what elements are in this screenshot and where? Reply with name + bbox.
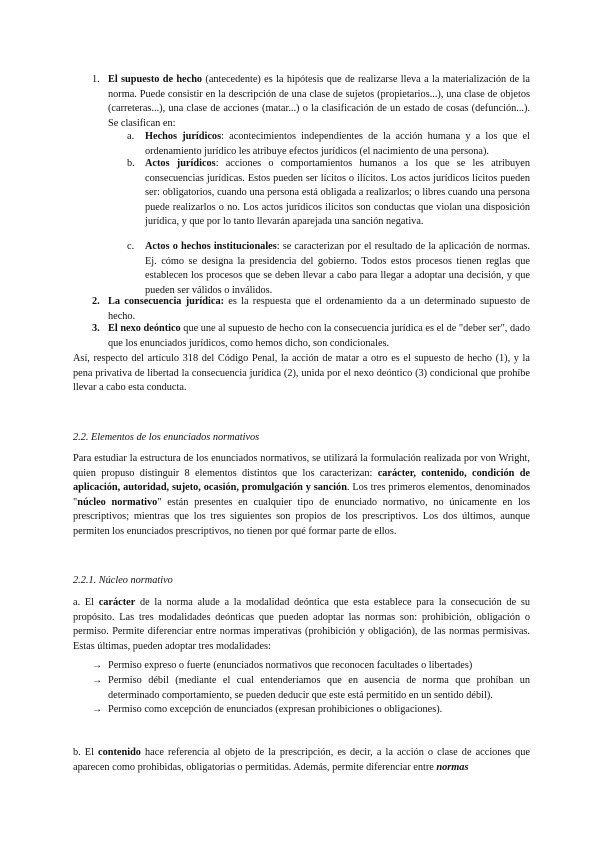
list-number-2: 2. [92, 296, 100, 307]
list-item-supuesto-de-hecho: El supuesto de hecho (antecedente) es la hipótesis que de realizarse lleva a la materialización de la norma. Puede consistir en la descripción de una clase de sujetos (propietarios...), una clase de objetos (carreteras...), una clase de acciones (matar...) o la clasificación de un estado de cosas (defunción...). Se clasifican en: [108, 74, 530, 129]
term-hechos-juridicos: Hechos jurídicos [145, 131, 222, 142]
list-number-1: 1. [92, 74, 100, 85]
list-number-3: 3. [92, 323, 100, 334]
term-nexo-deontico: El nexo deóntico [108, 323, 181, 334]
sublist-letter-b: b. [127, 158, 135, 169]
sublist-item-hechos-juridicos: Hechos jurídicos: acontecimientos independientes de la acción humana y a los que el ordenamiento jurídico les atribuye efectos jurídicos (el nacimiento de una persona). [145, 131, 530, 157]
sublist-letter-c: c. [127, 241, 135, 252]
paragraph-articulo-318: Así, respecto del artículo 318 del Código Penal, la acción de matar a otro es el supuesto de hecho (1), y la pena privativa de libertad la consecuencia jurídica (2), unida por el nexo deóntico (3) condicional que prohíbe llevar a cabo esta conducta. [73, 353, 530, 394]
term-actos-institucionales: Actos o hechos institucionales [145, 241, 277, 252]
paragraph-contenido: b. El contenido hace referencia al objeto de la prescripción, es decir, a la acción o clase de acciones que aparecen como prohibidas, obligatorias o permitidas. Además, permite diferenciar entre normas [73, 747, 530, 773]
list-item-consecuencia-juridica: La consecuencia jurídica: es la respuesta que el ordenamiento da a un determinado supuesto de hecho. [108, 296, 530, 322]
arrow-icon: → [92, 660, 103, 671]
arrow-item-permiso-excepcion: Permiso como excepción de enunciados (expresan prohibiciones o obligaciones). [108, 704, 443, 715]
term-actos-juridicos: Actos jurídicos [145, 158, 216, 169]
arrow-icon: → [92, 704, 103, 715]
sublist-letter-a: a. [127, 131, 135, 142]
sublist-item-actos-juridicos: Actos jurídicos: acciones o comportamientos humanos a los que se les atribuyen consecuencias jurídicas. Estos pueden ser lícitos o ilícitos. Los actos jurídicos lícitos pueden ser: obligatorios, cuando una persona está obligada a realizarlos; o libres cuando una persona puede realizarlos o no. Los actos jurídicos ilícitos son conductas que violan una disposición jurídica, y que por lo tanto llevarán aparejada una sanción negativa. [145, 158, 530, 228]
term-normas: normas [436, 761, 469, 773]
term-supuesto-de-hecho: El supuesto de hecho [108, 74, 203, 85]
term-nucleo-normativo: núcleo normativo [77, 496, 158, 508]
arrow-icon: → [92, 675, 103, 686]
sublist-item-actos-institucionales: Actos o hechos institucionales: se caracterizan por el resultado de la aplicación de normas. Ej. cómo se designa la presidencia del gobierno. Todos estos procesos tienen reglas que establecen los procesos que se deben llevar a cabo para llegar a adoptar una decisión, y que pueden ser válidos o inválidos. [145, 241, 530, 296]
arrow-item-permiso-debil: Permiso débil (mediante el cual entenderíamos que en ausencia de norma que prohíban un determinado comportamiento, se pueden deducir que este está permitido en un sentido débil). [108, 675, 530, 701]
list-item-nexo-deontico: El nexo deóntico que une al supuesto de hecho con la consecuencia jurídica es el de "deber ser", dado que los enunciados jurídicos, como hemos dicho, son condicionales. [108, 323, 530, 349]
paragraph-caracter: a. El carácter de la norma alude a la modalidad deóntica que esta establece para la consecución de su propósito. Las tres modalidades deónticas que pueden adoptar las normas son: prohibición, obligación o permiso. Permite diferenciar entre normas imperativas (prohibición y obligación), de las normas permisivas. Estas últimas, pueden adoptar tres modalidades: [73, 597, 530, 652]
section-heading-2-2: 2.2. Elementos de los enunciados normativos [73, 432, 260, 443]
paragraph-elementos: Para estudiar la estructura de los enunciados normativos, se utilizará la formulación realizada por von Wright, quien propuso distinguir 8 elementos distintos que los caracterizan: carácter, contenido, condición de aplicación, autoridad, sujeto, ocasión, promulgación y sanción. Los tres primeros elementos, denominados "núcleo normativo" están presentes en cualquier tipo de enunciado normativo, no únicamente en los prescriptivos; mientras que los tres siguientes son propios de los prescriptivos. Los dos últimos, aunque permiten los enunciados prescriptivos, no tienen por qué formar parte de ellos. [73, 453, 530, 537]
term-ocho-elementos: carácter, contenido, condición de aplicación, autoridad, sujeto, ocasión, promulgación y sanción [73, 467, 530, 494]
term-consecuencia-juridica: La consecuencia jurídica: [108, 296, 225, 307]
section-heading-2-2-1: 2.2.1. Núcleo normativo [73, 575, 173, 586]
term-caracter: carácter [98, 597, 136, 608]
arrow-item-permiso-expreso: Permiso expreso o fuerte (enunciados normativos que reconocen facultades o libertades) [108, 660, 473, 671]
term-contenido: contenido [98, 747, 141, 758]
